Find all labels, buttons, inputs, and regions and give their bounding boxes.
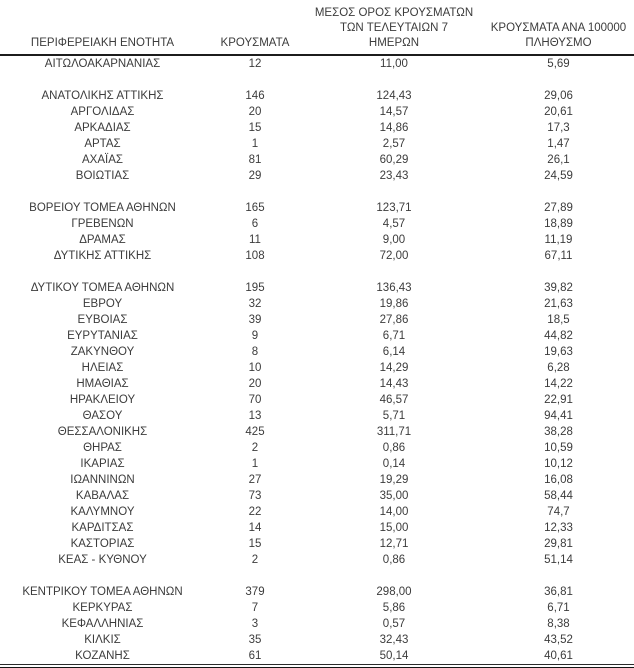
cases-cell: 27 <box>248 474 262 486</box>
cases-per-100k-cell: 17,3 <box>547 122 570 134</box>
cases-cell: 2 <box>251 554 259 566</box>
table-row <box>0 552 634 568</box>
cases-cell: 61 <box>248 650 262 662</box>
header-cases-per-100k-line1: ΚΡΟΥΣΜΑΤΑ ΑΝΑ 100000 <box>490 22 627 34</box>
avg-7day-cell: 9,00 <box>382 234 406 246</box>
table-row <box>0 360 634 376</box>
cases-per-100k-cell: 67,11 <box>544 250 573 262</box>
region-name-cell: ΑΡΚΑΔΙΑΣ <box>74 122 131 134</box>
region-name-cell: ΓΡΕΒΕΝΩΝ <box>71 218 134 230</box>
cases-per-100k-cell: 19,63 <box>544 346 573 358</box>
header-7day-average-line3: ΗΜΕΡΩΝ <box>368 37 420 49</box>
table-row <box>0 408 634 424</box>
avg-7day-cell: 11,00 <box>380 58 408 70</box>
region-name-cell: ΑΙΤΩΛΟΑΚΑΡΝΑΝΙΑΣ <box>44 58 161 70</box>
cases-cell: 195 <box>245 282 265 294</box>
cases-cell: 425 <box>245 426 265 438</box>
region-name-cell: ΗΛΕΙΑΣ <box>81 362 124 374</box>
cases-cell: 73 <box>248 490 262 502</box>
table-row <box>0 424 634 440</box>
group-spacer-row <box>0 264 634 280</box>
avg-7day-cell: 15,00 <box>379 522 409 534</box>
table-row <box>0 232 634 248</box>
region-name-cell: ΙΩΑΝΝΙΝΩΝ <box>70 474 135 486</box>
table-row <box>0 296 634 312</box>
cases-cell: 7 <box>251 602 259 614</box>
region-name-cell: ΚΕΝΤΡΙΚΟΥ ΤΟΜΕΑ ΑΘΗΝΩΝ <box>22 586 183 598</box>
cases-cell: 22 <box>248 506 262 518</box>
cases-per-100k-cell: 21,63 <box>544 298 573 310</box>
cases-per-100k-cell: 11,19 <box>544 234 573 246</box>
avg-7day-cell: 311,71 <box>376 426 412 438</box>
cases-cell: 2 <box>251 442 259 454</box>
region-name-cell: ΘΑΣΟΥ <box>82 410 123 422</box>
group-spacer-row <box>0 184 634 200</box>
cases-per-100k-cell: 36,81 <box>544 586 573 598</box>
table-row <box>0 104 634 120</box>
region-name-cell: ΑΡΓΟΛΙΔΑΣ <box>70 106 135 118</box>
cases-per-100k-cell: 16,08 <box>544 474 573 486</box>
cases-cell: 15 <box>248 122 262 134</box>
cases-cell: 10 <box>248 362 262 374</box>
region-name-cell: ΔΡΑΜΑΣ <box>79 234 126 246</box>
avg-7day-cell: 6,14 <box>382 346 406 358</box>
cases-per-100k-cell: 58,44 <box>544 490 573 502</box>
table-row <box>0 472 634 488</box>
avg-7day-cell: 0,57 <box>382 618 406 630</box>
region-name-cell: ΚΙΛΚΙΣ <box>84 634 121 646</box>
table-row <box>0 488 634 504</box>
cases-cell: 32 <box>248 298 262 310</box>
region-name-cell: ΚΟΖΑΝΗΣ <box>75 650 130 662</box>
table-body <box>0 55 634 664</box>
cases-per-100k-cell: 51,14 <box>544 554 573 566</box>
avg-7day-cell: 14,43 <box>379 378 409 390</box>
table-header <box>0 0 634 55</box>
header-7day-average-line2: ΤΩΝ ΤΕΛΕΥΤΑΙΩΝ 7 <box>340 22 448 34</box>
region-name-cell: ΚΑΒΑΛΑΣ <box>75 490 130 502</box>
avg-7day-cell: 123,71 <box>376 202 412 214</box>
avg-7day-cell: 6,71 <box>382 330 406 342</box>
cases-per-100k-cell: 20,61 <box>544 106 573 118</box>
cases-cell: 165 <box>245 202 265 214</box>
cases-cell: 13 <box>248 410 262 422</box>
cases-per-100k-cell: 10,59 <box>544 442 573 454</box>
region-name-cell: ΚΑΛΥΜΝΟΥ <box>70 506 135 518</box>
cases-cell: 11 <box>249 234 261 246</box>
region-name-cell: ΙΚΑΡΙΑΣ <box>80 458 125 470</box>
avg-7day-cell: 5,86 <box>382 602 406 614</box>
avg-7day-cell: 136,43 <box>376 282 412 294</box>
header-cases <box>205 0 305 55</box>
region-name-cell: ΚΑΡΔΙΤΣΑΣ <box>71 522 134 534</box>
table-row <box>0 248 634 264</box>
cases-per-100k-cell: 94,41 <box>544 410 573 422</box>
table-row <box>0 600 634 616</box>
cases-per-100k-cell: 38,28 <box>544 426 573 438</box>
table-row <box>0 536 634 552</box>
avg-7day-cell: 60,29 <box>379 154 409 166</box>
table-row <box>0 344 634 360</box>
region-name-cell: ΘΕΣΣΑΛΟΝΙΚΗΣ <box>57 426 148 438</box>
group-spacer-row <box>0 568 634 584</box>
table-row <box>0 632 634 648</box>
cases-per-100k-cell: 12,33 <box>544 522 573 534</box>
cases-cell: 3 <box>251 618 259 630</box>
cases-per-100k-cell: 39,82 <box>544 282 573 294</box>
region-name-cell: ΗΜΑΘΙΑΣ <box>76 378 129 390</box>
region-name-cell: ΕΥΒΟΙΑΣ <box>77 314 128 326</box>
cases-cell: 379 <box>245 586 265 598</box>
table-row <box>0 168 634 184</box>
cases-per-100k-cell: 10,12 <box>544 458 573 470</box>
avg-7day-cell: 46,57 <box>379 394 409 406</box>
avg-7day-cell: 12,71 <box>379 538 409 550</box>
table-row <box>0 328 634 344</box>
header-7day-average-line1: ΜΕΣΟΣ ΟΡΟΣ ΚΡΟΥΣΜΑΤΩΝ <box>314 7 474 19</box>
cases-per-100k-cell: 18,89 <box>544 218 573 230</box>
cases-per-100k-cell: 29,06 <box>544 90 573 102</box>
avg-7day-cell: 2,57 <box>382 138 406 150</box>
table-row <box>0 376 634 392</box>
cases-per-100k-cell: 5,69 <box>547 58 570 70</box>
region-name-cell: ΗΡΑΚΛΕΙΟΥ <box>69 394 136 406</box>
avg-7day-cell: 72,00 <box>379 250 409 262</box>
table-row <box>0 584 634 600</box>
table-row <box>0 280 634 296</box>
cases-per-100k-cell: 40,61 <box>544 650 573 662</box>
region-name-cell: ΚΕΡΚΥΡΑΣ <box>72 602 133 614</box>
avg-7day-cell: 0,86 <box>382 554 406 566</box>
region-name-cell: ΚΕΑΣ - ΚΥΘΝΟΥ <box>58 554 147 566</box>
avg-7day-cell: 298,00 <box>376 586 412 598</box>
cases-per-100k-cell: 6,28 <box>547 362 570 374</box>
cases-cell: 29 <box>248 170 262 182</box>
header-regional-unit <box>0 0 205 55</box>
cases-per-100k-cell: 74,7 <box>547 506 570 518</box>
cases-per-100k-cell: 22,91 <box>544 394 573 406</box>
cases-cell: 1 <box>251 138 259 150</box>
cases-per-100k-cell: 14,22 <box>544 378 573 390</box>
table-row <box>0 392 634 408</box>
cases-cell: 1 <box>251 458 259 470</box>
header-row <box>0 0 634 55</box>
region-name-cell: ΒΟΙΩΤΙΑΣ <box>75 170 130 182</box>
avg-7day-cell: 32,43 <box>379 634 409 646</box>
region-name-cell: ΘΗΡΑΣ <box>83 442 122 454</box>
avg-7day-cell: 14,86 <box>379 122 409 134</box>
cases-cell: 12 <box>248 58 262 70</box>
cases-cell: 81 <box>248 154 262 166</box>
cases-per-100k-cell: 27,89 <box>544 202 573 214</box>
table-row <box>0 136 634 152</box>
table-row <box>0 456 634 472</box>
region-name-cell: ΑΡΤΑΣ <box>84 138 121 150</box>
table-row <box>0 312 634 328</box>
header-cases-per-100k <box>483 0 634 55</box>
cases-cell: 9 <box>251 330 259 342</box>
cases-per-100k-cell: 24,59 <box>544 170 573 182</box>
cases-per-100k-cell: 1,47 <box>547 138 570 150</box>
region-name-cell: ΒΟΡΕΙΟΥ ΤΟΜΕΑ ΑΘΗΝΩΝ <box>29 202 176 214</box>
table-row <box>0 216 634 232</box>
region-name-cell: ΑΧΑΪΑΣ <box>82 154 123 166</box>
table-row <box>0 55 634 72</box>
table-bottom-double-rule <box>0 664 634 668</box>
table-row <box>0 88 634 104</box>
cases-cell: 14 <box>248 522 262 534</box>
region-name-cell: ΔΥΤΙΚΟΥ ΤΟΜΕΑ ΑΘΗΝΩΝ <box>30 282 175 294</box>
header-regional-unit-label: ΠΕΡΙΦΕΡΕΙΑΚΗ ΕΝΟΤΗΤΑ <box>30 37 175 49</box>
region-name-cell: ΑΝΑΤΟΛΙΚΗΣ ΑΤΤΙΚΗΣ <box>41 90 164 102</box>
region-name-cell: ΔΥΤΙΚΗΣ ΑΤΤΙΚΗΣ <box>53 250 152 262</box>
avg-7day-cell: 124,43 <box>376 90 412 102</box>
cases-cell: 146 <box>245 90 265 102</box>
cases-cell: 70 <box>248 394 262 406</box>
table-row <box>0 520 634 536</box>
cases-per-100k-cell: 18,5 <box>547 314 570 326</box>
cases-per-100k-cell: 26,1 <box>547 154 570 166</box>
cases-cell: 20 <box>248 106 262 118</box>
avg-7day-cell: 27,86 <box>379 314 409 326</box>
avg-7day-cell: 5,71 <box>382 410 406 422</box>
avg-7day-cell: 14,00 <box>379 506 409 518</box>
avg-7day-cell: 14,29 <box>379 362 409 374</box>
region-name-cell: ΖΑΚΥΝΘΟΥ <box>70 346 135 358</box>
table-row <box>0 152 634 168</box>
table-row <box>0 200 634 216</box>
cases-cell: 20 <box>248 378 262 390</box>
header-cases-label: ΚΡΟΥΣΜΑΤΑ <box>220 37 290 49</box>
region-name-cell: ΚΑΣΤΟΡΙΑΣ <box>70 538 135 550</box>
region-name-cell: ΕΥΡΥΤΑΝΙΑΣ <box>67 330 138 342</box>
cases-cell: 35 <box>248 634 262 646</box>
avg-7day-cell: 19,86 <box>379 298 409 310</box>
cases-per-100k-cell: 6,71 <box>547 602 570 614</box>
cases-per-100k-cell: 43,52 <box>544 634 573 646</box>
avg-7day-cell: 0,14 <box>382 458 406 470</box>
header-cases-per-100k-line2: ΠΛΗΘΥΣΜΟ <box>525 37 592 49</box>
avg-7day-cell: 0,86 <box>382 442 406 454</box>
avg-7day-cell: 19,29 <box>379 474 409 486</box>
group-spacer-row <box>0 72 634 88</box>
cases-cell: 6 <box>251 218 259 230</box>
header-7day-average <box>305 0 483 55</box>
region-name-cell: ΚΕΦΑΛΛΗΝΙΑΣ <box>61 618 144 630</box>
table-row <box>0 616 634 632</box>
cases-cell: 108 <box>245 250 265 262</box>
avg-7day-cell: 4,57 <box>382 218 406 230</box>
table-row <box>0 648 634 664</box>
avg-7day-cell: 23,43 <box>379 170 409 182</box>
table-row <box>0 504 634 520</box>
table-row <box>0 440 634 456</box>
cases-cell: 8 <box>251 346 259 358</box>
cases-per-100k-cell: 44,82 <box>544 330 573 342</box>
region-name-cell: ΕΒΡΟΥ <box>82 298 123 310</box>
cases-cell: 15 <box>248 538 262 550</box>
cases-per-100k-cell: 8,38 <box>547 618 570 630</box>
avg-7day-cell: 50,14 <box>379 650 409 662</box>
avg-7day-cell: 14,57 <box>379 106 409 118</box>
cases-per-100k-cell: 29,81 <box>544 538 573 550</box>
cases-cell: 39 <box>248 314 262 326</box>
table-row <box>0 120 634 136</box>
avg-7day-cell: 35,00 <box>379 490 409 502</box>
